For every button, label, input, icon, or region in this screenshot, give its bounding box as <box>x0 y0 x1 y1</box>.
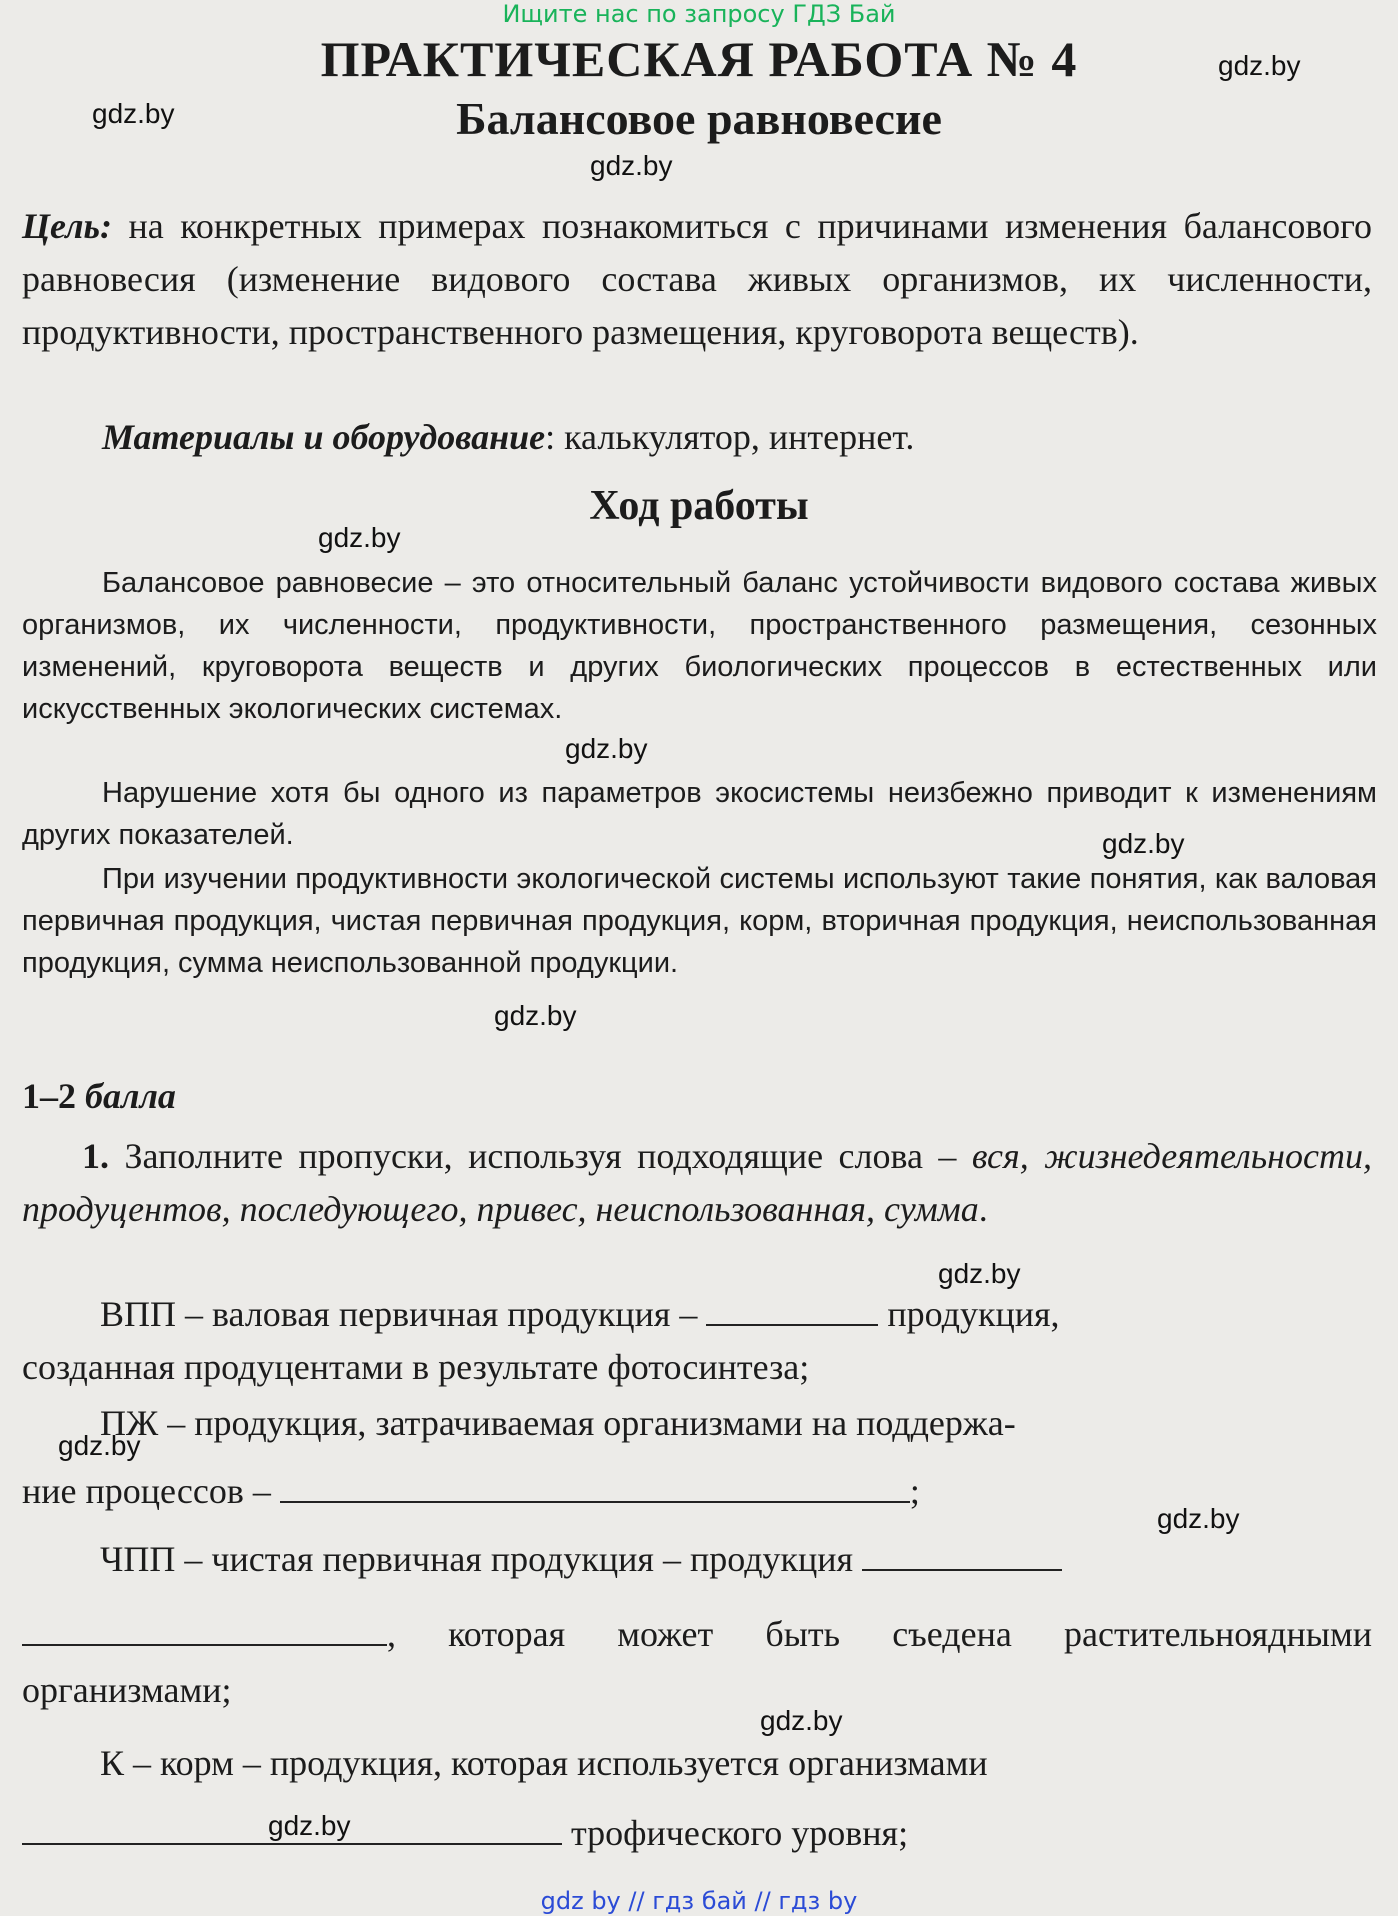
k-line: К – корм – продукция, которая используется организмами <box>100 1743 988 1783</box>
pzh-blank[interactable] <box>280 1471 910 1503</box>
k-line-2 <box>22 1812 908 1854</box>
points-number: 1–2 <box>22 1076 85 1116</box>
pzh-text: ние процессов – <box>22 1471 271 1511</box>
watermark: gdz.by <box>760 1705 843 1736</box>
goal-paragraph <box>22 200 1372 359</box>
goal-text: на конкретных примерах познакомиться с причинами изменения балансового равновесия (изменение видового состава живых организмов, их численности, продуктивности, пространственного размещения, круговорота веществ). <box>22 206 1372 352</box>
task-words: вся, жизнедеятельности, продуцентов, последующего, привес, неиспользованная, сумма <box>22 1136 1372 1229</box>
paragraph-2: Нарушение хотя бы одного из параметров экосистемы неизбежно приводит к изменениям других показателей. <box>22 777 1377 851</box>
materials-paragraph <box>22 411 1372 464</box>
task-1 <box>22 1130 1372 1236</box>
vpp-text-end: продукция, <box>887 1294 1060 1334</box>
vpp-blank[interactable] <box>706 1294 878 1326</box>
watermark: gdz.by <box>92 98 175 129</box>
materials-text: : калькулятор, интернет. <box>545 417 915 457</box>
paragraph-3: При изучении продуктивности экологической системы используют такие понятия, как валовая первичная продукция, чистая первичная продукция, корм, вторичная продукция, неиспользованная продукция, сумма неиспользованной продукции. <box>22 863 1377 979</box>
watermark: gdz.by <box>494 1000 577 1031</box>
top-banner: Ищите нас по запросу ГДЗ Бай <box>502 0 896 28</box>
vpp-line-2: созданная продуцентами в результате фотосинтеза; <box>22 1347 810 1387</box>
pzh-line: ПЖ – продукция, затрачиваемая организмами на поддержа- <box>100 1403 1016 1443</box>
points-word: балла <box>85 1076 176 1116</box>
watermark: gdz.by <box>58 1430 141 1461</box>
vpp-text: ВПП – валовая первичная продукция – <box>100 1294 698 1334</box>
chpp-blank-2[interactable] <box>22 1614 387 1646</box>
page-title: ПРАКТИЧЕСКАЯ РАБОТА № 4 <box>320 31 1078 87</box>
watermark: gdz.by <box>318 522 401 553</box>
points-label <box>22 1075 176 1117</box>
section-heading: Ход работы <box>589 483 809 529</box>
chpp-line <box>100 1538 1062 1580</box>
goal-label: Цель: <box>22 206 112 246</box>
chpp-text: ЧПП – чистая первичная продукция – продукция <box>100 1539 854 1579</box>
k-text: трофического уровня; <box>571 1813 909 1853</box>
task-end: . <box>978 1189 988 1229</box>
pzh-line-2 <box>22 1470 920 1512</box>
page-subtitle: Балансовое равновесие <box>456 93 942 144</box>
watermark: gdz.by <box>1102 828 1185 859</box>
bottom-banner: gdz by // гдз бай // гдз by <box>540 1887 858 1915</box>
pzh-end: ; <box>909 1471 920 1511</box>
watermark: gdz.by <box>565 733 648 764</box>
task-intro: Заполните пропуски, используя подходящие слова – <box>109 1136 972 1176</box>
watermark: gdz.by <box>938 1258 1021 1289</box>
vpp-line <box>100 1293 1060 1335</box>
watermark: gdz.by <box>268 1810 351 1841</box>
paragraph-1: Балансовое равновесие – это относительный баланс устойчивости видового состава живых организмов, их численности, продуктивности, пространственного размещения, сезонных изменений, круговорота веществ и других биологических процессов в естественных или искусственных экологических системах. <box>22 567 1377 725</box>
watermark: gdz.by <box>1218 50 1301 81</box>
watermark: gdz.by <box>590 150 673 181</box>
watermark: gdz.by <box>1157 1503 1240 1534</box>
task-number: 1. <box>82 1136 109 1176</box>
materials-label: Материалы и оборудование <box>102 417 546 457</box>
chpp-blank-1[interactable] <box>862 1539 1062 1571</box>
chpp-text-end: , которая может быть съедена растительноядными организмами; <box>22 1614 1372 1710</box>
chpp-line-2 <box>22 1606 1372 1718</box>
